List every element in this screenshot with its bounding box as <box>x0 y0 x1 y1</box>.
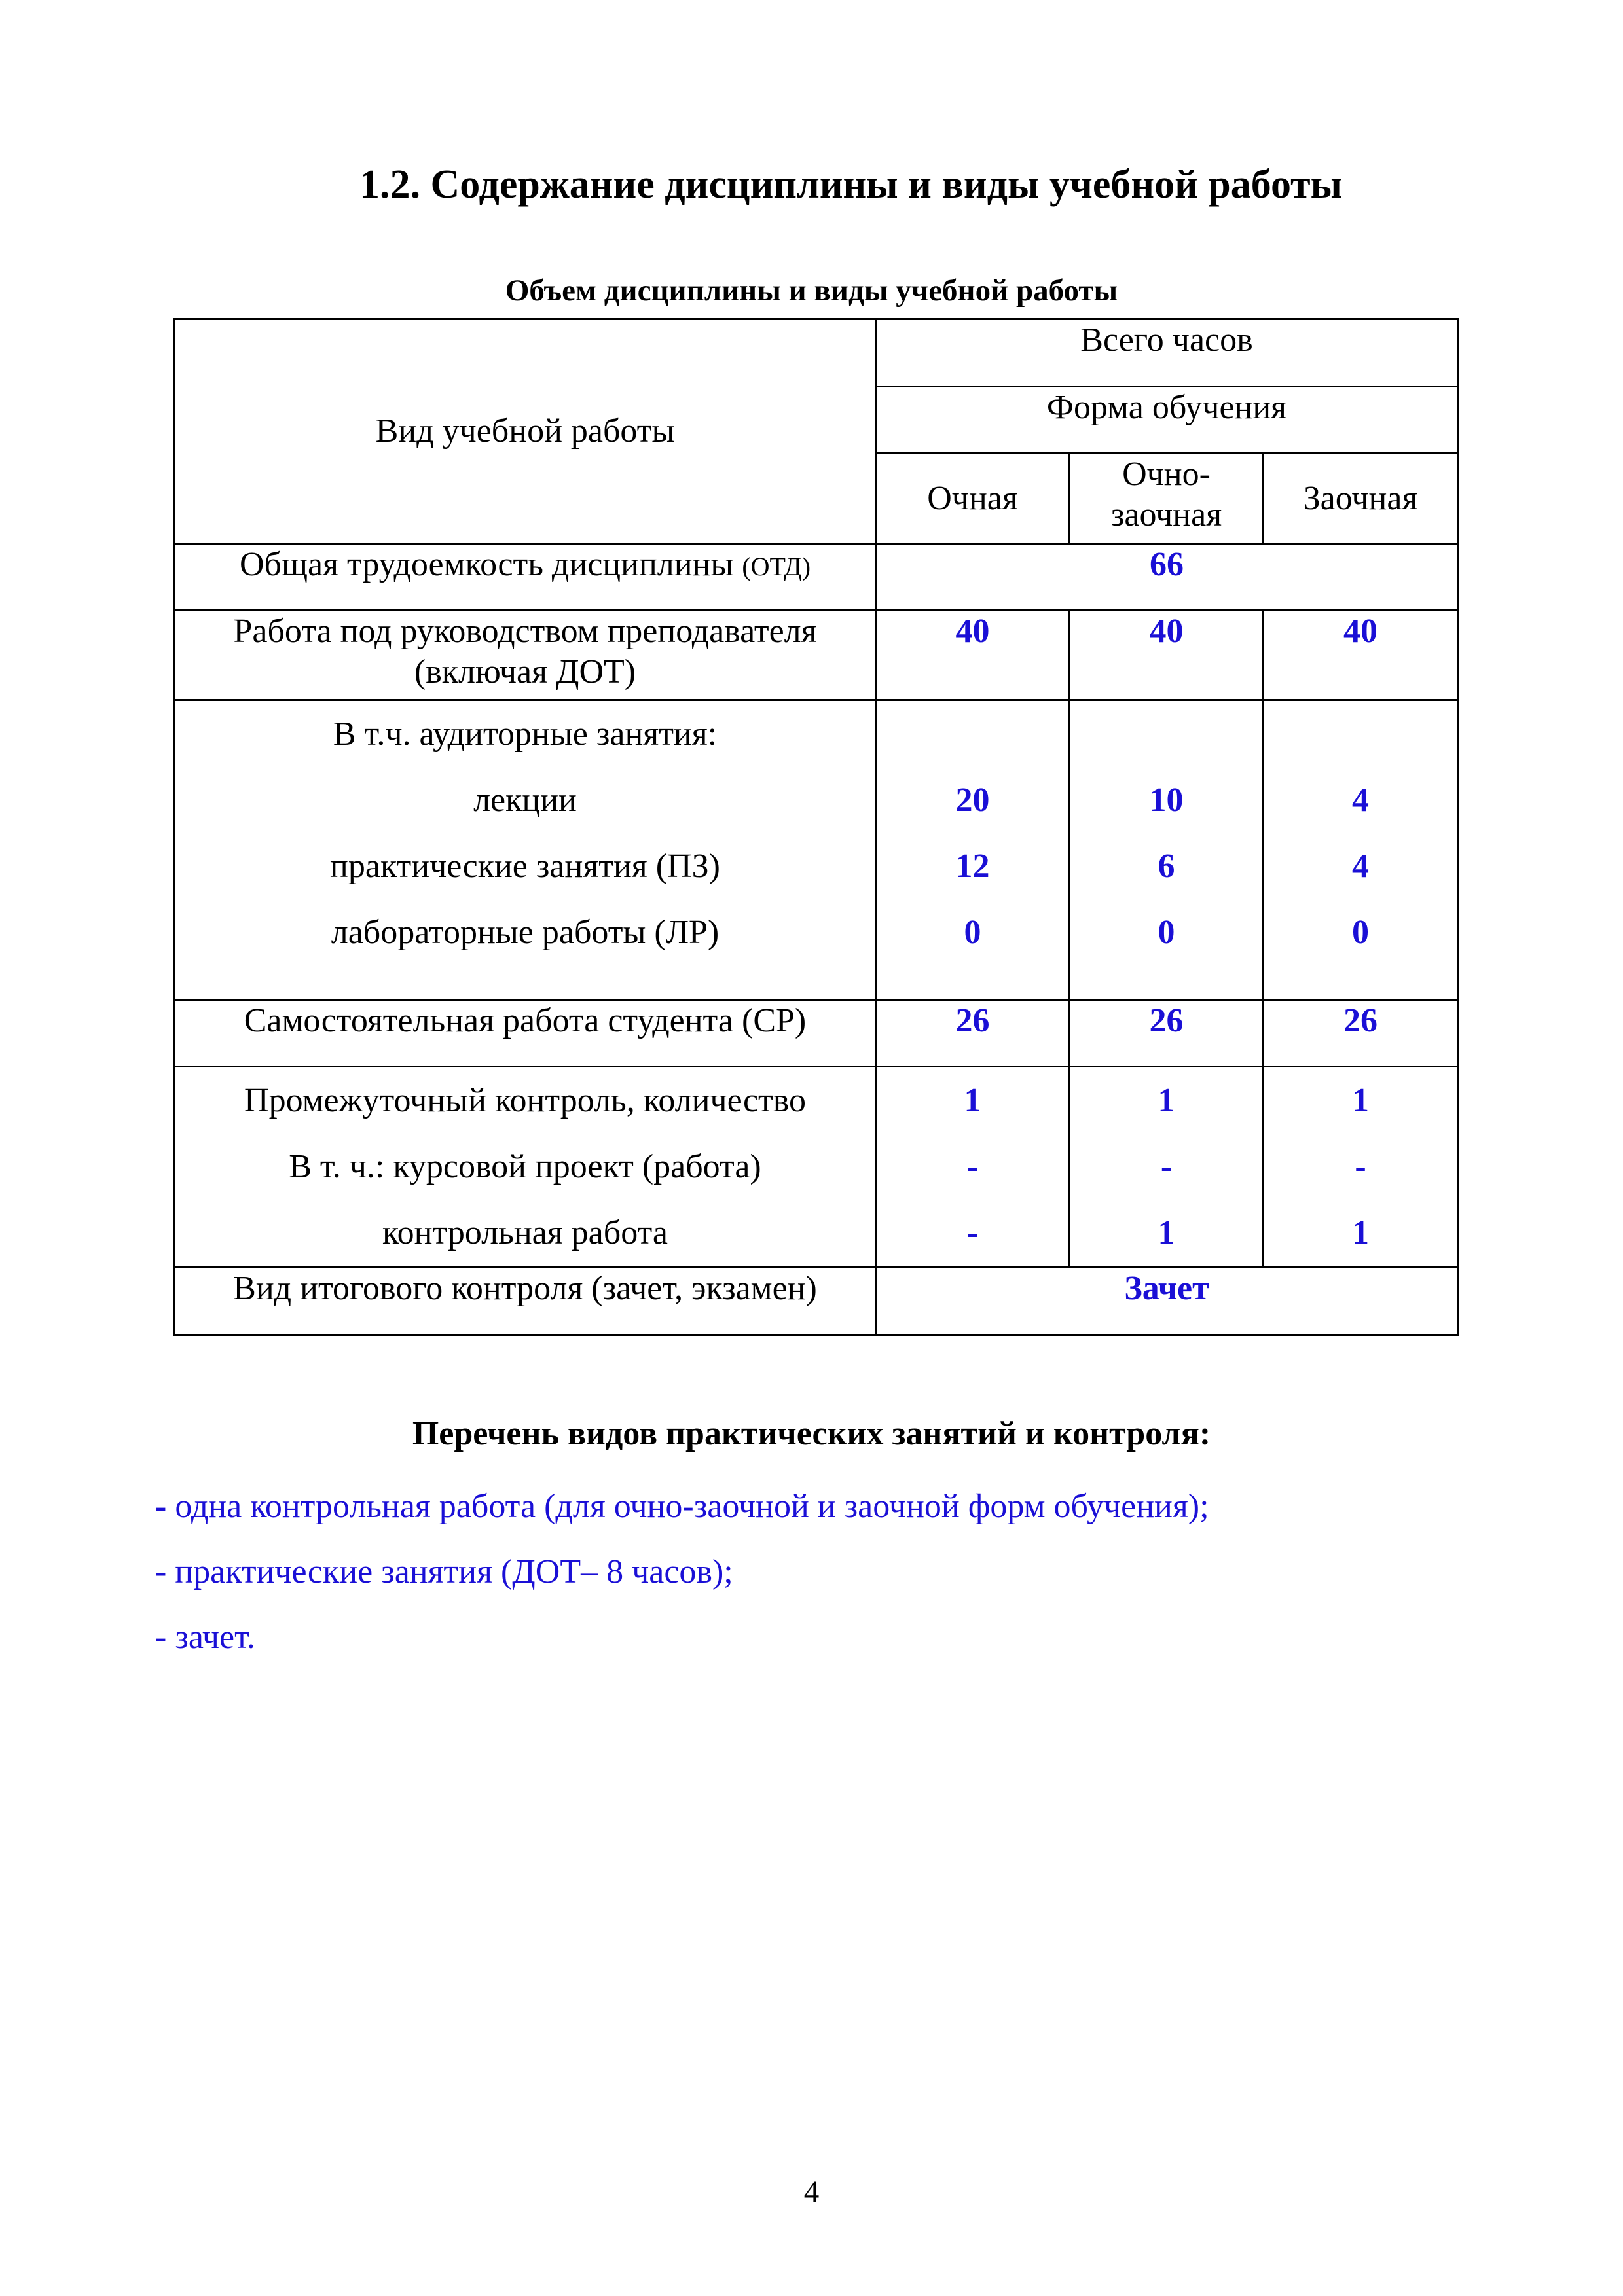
header-study-form: Форма обучения <box>876 387 1458 454</box>
header-full-time: Очная <box>876 454 1070 544</box>
test-work-label: контрольная работа <box>382 1214 668 1251</box>
header-part-time <box>1070 454 1264 544</box>
list-item-dash: - <box>155 1553 167 1590</box>
total-labor-abbr: (ОТД) <box>742 552 811 581</box>
course-project-label: В т. ч.: курсовой проект (работа) <box>289 1148 761 1185</box>
teacher-work-extramural: 40 <box>1264 611 1458 700</box>
teacher-work-label-line2: (включая ДОТ) <box>414 653 636 691</box>
classroom-full-time <box>876 700 1070 1000</box>
total-labor-label-text: Общая трудоемкость дисциплины <box>239 546 742 583</box>
interim-count-part-time: 1 <box>1158 1082 1175 1119</box>
practice-label: практические занятия (ПЗ) <box>330 848 720 885</box>
labs-part-time: 0 <box>1158 914 1175 951</box>
practice-list <box>155 1474 1209 1670</box>
teacher-work-label <box>175 611 876 700</box>
list-item <box>155 1539 1209 1605</box>
list-item-text: одна контрольная работа (для очно-заочной и заочной форм обучения); <box>166 1488 1209 1525</box>
header-part-time-line2: заочная <box>1110 496 1222 533</box>
self-work-full-time: 26 <box>876 1000 1070 1067</box>
page-number: 4 <box>803 2175 820 2209</box>
labs-extramural: 0 <box>1352 914 1369 951</box>
lectures-label: лекции <box>473 781 577 819</box>
final-control-value: Зачет <box>876 1268 1458 1335</box>
section-heading: 1.2. Содержание дисциплины и виды учебной работы <box>359 162 1343 207</box>
list-item-text: практические занятия (ДОТ– 8 часов); <box>166 1553 733 1590</box>
classroom-labels <box>175 700 876 1000</box>
course-project-extramural: - <box>1355 1148 1366 1185</box>
list-item-dash: - <box>155 1619 167 1656</box>
lectures-extramural: 4 <box>1352 781 1369 819</box>
header-total-hours: Всего часов <box>876 319 1458 387</box>
interim-count-extramural: 1 <box>1352 1082 1369 1119</box>
list-item <box>155 1605 1209 1670</box>
practice-heading: Перечень видов практических занятий и контроля: <box>412 1415 1211 1452</box>
header-work-type: Вид учебной работы <box>175 319 876 544</box>
interim-labels <box>175 1067 876 1268</box>
test-work-extramural: 1 <box>1352 1214 1369 1251</box>
total-labor-value: 66 <box>876 544 1458 611</box>
practice-full-time: 12 <box>955 848 990 885</box>
classroom-extramural <box>1264 700 1458 1000</box>
header-extramural: Заочная <box>1264 454 1458 544</box>
table-caption: Объем дисциплины и виды учебной работы <box>505 274 1118 308</box>
workload-table <box>173 318 1459 1336</box>
self-work-label: Самостоятельная работа студента (СР) <box>175 1000 876 1067</box>
test-work-full-time: - <box>966 1214 979 1251</box>
final-control-label: Вид итогового контроля (зачет, экзамен) <box>175 1268 876 1335</box>
teacher-work-label-line1: Работа под руководством преподавателя <box>233 613 817 650</box>
interim-full-time <box>876 1067 1070 1268</box>
interim-count-label: Промежуточный контроль, количество <box>244 1082 806 1119</box>
course-project-full-time: - <box>966 1148 979 1185</box>
test-work-part-time: 1 <box>1158 1214 1175 1251</box>
list-item-dash: - <box>155 1488 167 1525</box>
header-part-time-line1: Очно- <box>1122 456 1211 493</box>
lectures-full-time: 20 <box>955 781 990 819</box>
self-work-part-time: 26 <box>1070 1000 1264 1067</box>
interim-count-full-time: 1 <box>964 1082 981 1119</box>
lectures-part-time: 10 <box>1149 781 1184 819</box>
interim-part-time <box>1070 1067 1264 1268</box>
self-work-extramural: 26 <box>1264 1000 1458 1067</box>
practice-part-time: 6 <box>1158 848 1175 885</box>
practice-extramural: 4 <box>1352 848 1369 885</box>
interim-extramural <box>1264 1067 1458 1268</box>
list-item-text: зачет. <box>166 1619 255 1656</box>
teacher-work-full-time: 40 <box>876 611 1070 700</box>
classroom-label: В т.ч. аудиторные занятия: <box>333 715 718 753</box>
labs-label: лабораторные работы (ЛР) <box>331 914 720 951</box>
teacher-work-part-time: 40 <box>1070 611 1264 700</box>
labs-full-time: 0 <box>964 914 981 951</box>
classroom-part-time <box>1070 700 1264 1000</box>
total-labor-label <box>175 544 876 611</box>
list-item <box>155 1474 1209 1539</box>
course-project-part-time: - <box>1160 1148 1173 1185</box>
